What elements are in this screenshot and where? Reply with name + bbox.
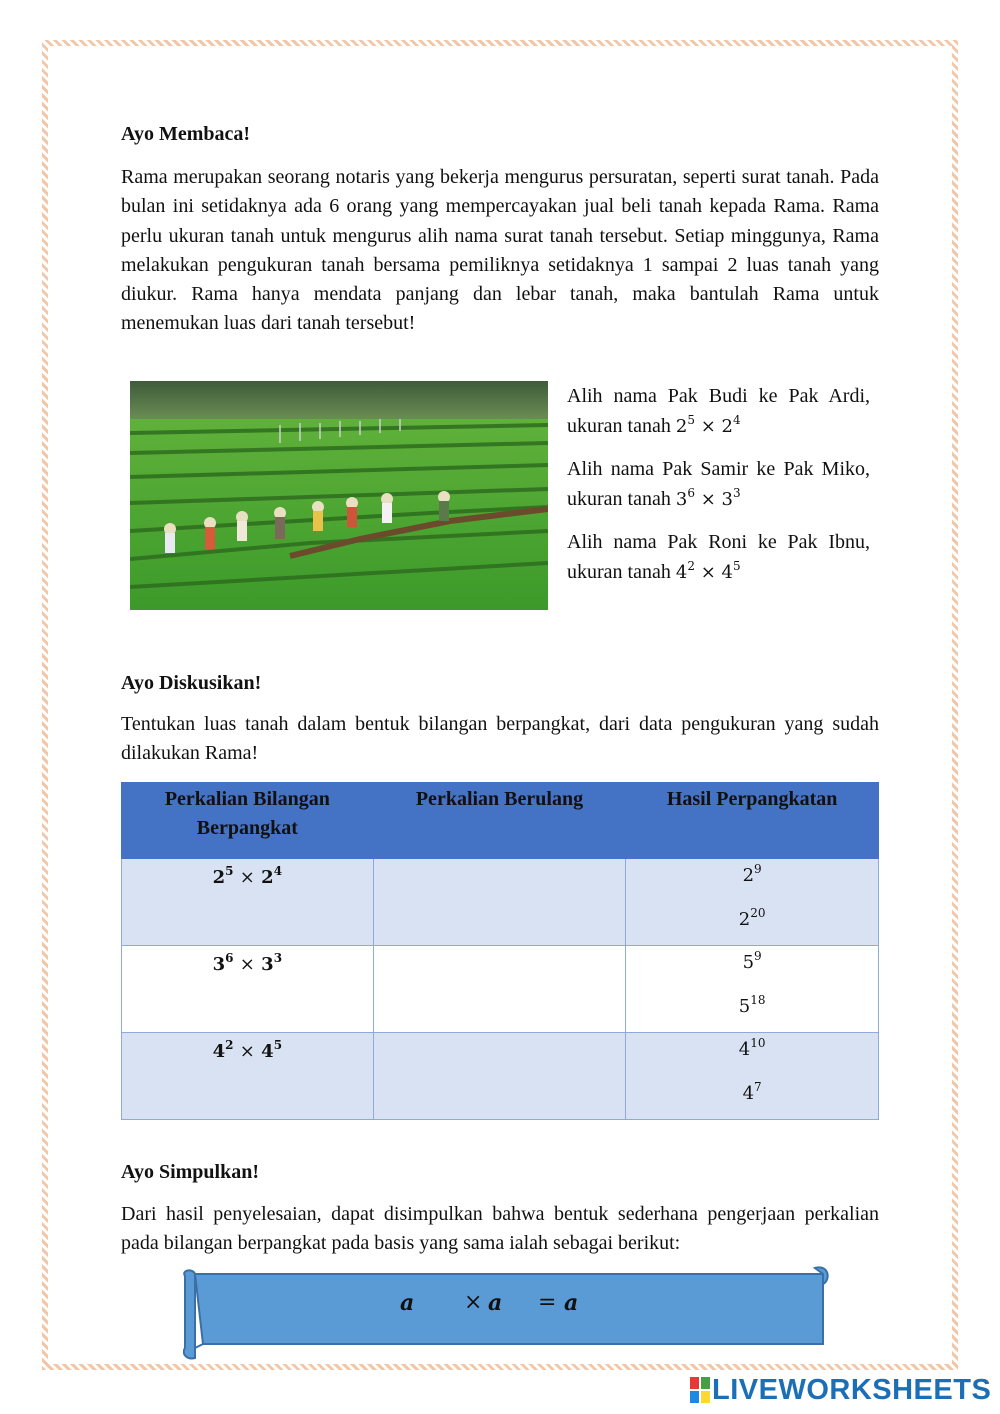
answer-option[interactable]: $2^{20}$ — [738, 906, 766, 930]
table-row — [122, 946, 879, 1033]
reading-text: Rama merupakan seorang notaris yang bekerja mengurus persuratan, seperti surat tanah. Pada bulan ini setidaknya ada 6 orang yang mempercayakan jual beli tanah kepada Rama. Rama perlu ukuran tanah untuk mengurus alih nama surat tanah tersebut. Setiap minggunya, Rama melakukan pengukuran tanah bersama pemiliknya setidaknya 1 sampai 2 luas tanah yang diukur. Rama hanya mendata panjang dan lebar tanah, maka bantulah Rama untuk menemukan luas dari tanah tersebut! — [121, 166, 879, 335]
formula-scroll — [183, 1262, 829, 1362]
answer-option[interactable]: $4^{10}$ — [738, 1036, 766, 1060]
case-roni: Alih nama Pak Roni ke Pak Ibnu, ukuran tanah $4^2 \times 4^5$ — [567, 531, 870, 583]
conclude-text: Dari hasil penyelesaian, dapat disimpulkan bahwa bentuk sederhana pengerjaan perkalian pada bilangan berpangkat pada basis yang sama ialah sebagai berikut: — [121, 1203, 879, 1255]
header-hasil-perpangkatan: Hasil Perpangkatan — [626, 783, 879, 859]
formula-base-2: a — [488, 1290, 503, 1316]
case-budi: Alih nama Pak Budi ke Pak Ardi, ukuran tanah $2^5 \times 2^4$ — [567, 385, 870, 437]
formula-equals: = — [538, 1290, 557, 1315]
reading-heading: Ayo Membaca! — [121, 123, 251, 145]
repeated-multiplication-input[interactable] — [373, 946, 626, 1033]
result-options — [626, 946, 879, 1033]
discuss-text: Tentukan luas tanah dalam bentuk bilangan berpangkat, dari data pengukuran yang sudah dilakukan Rama! — [121, 713, 879, 765]
answer-option[interactable]: $5^9$ — [742, 949, 762, 973]
exponent-table — [121, 782, 879, 1120]
liveworksheets-text: LIVEWORKSHEETS — [712, 1374, 992, 1406]
repeated-multiplication-input[interactable] — [373, 859, 626, 946]
expression-cell: $4^2 \times 4^5$ — [122, 1033, 374, 1120]
conclude-heading: Ayo Simpulkan! — [121, 1161, 260, 1183]
table-row — [122, 859, 879, 946]
liveworksheets-logo — [690, 1374, 991, 1408]
rice-field-photo — [130, 381, 548, 610]
result-options — [626, 859, 879, 946]
header-perkalian-bilangan: Perkalian Bilangan Berpangkat — [122, 783, 374, 859]
result-options — [626, 1033, 879, 1120]
answer-option[interactable]: $5^{18}$ — [738, 993, 766, 1017]
formula-times: × — [464, 1290, 483, 1315]
liveworksheets-icon — [690, 1377, 710, 1411]
repeated-multiplication-input[interactable] — [373, 1033, 626, 1120]
table-row — [122, 1033, 879, 1120]
formula-base-1: a — [400, 1290, 415, 1316]
answer-option[interactable]: $4^7$ — [742, 1080, 762, 1104]
case-samir: Alih nama Pak Samir ke Pak Miko, ukuran tanah $3^6 \times 3^3$ — [567, 458, 870, 510]
header-perkalian-berulang: Perkalian Berulang — [373, 783, 626, 859]
expression-cell: $3^6 \times 3^3$ — [122, 946, 374, 1033]
expression-cell: $2^5 \times 2^4$ — [122, 859, 374, 946]
discuss-heading: Ayo Diskusikan! — [121, 672, 262, 694]
formula-base-3: a — [564, 1290, 579, 1316]
answer-option[interactable]: $2^9$ — [742, 862, 762, 886]
